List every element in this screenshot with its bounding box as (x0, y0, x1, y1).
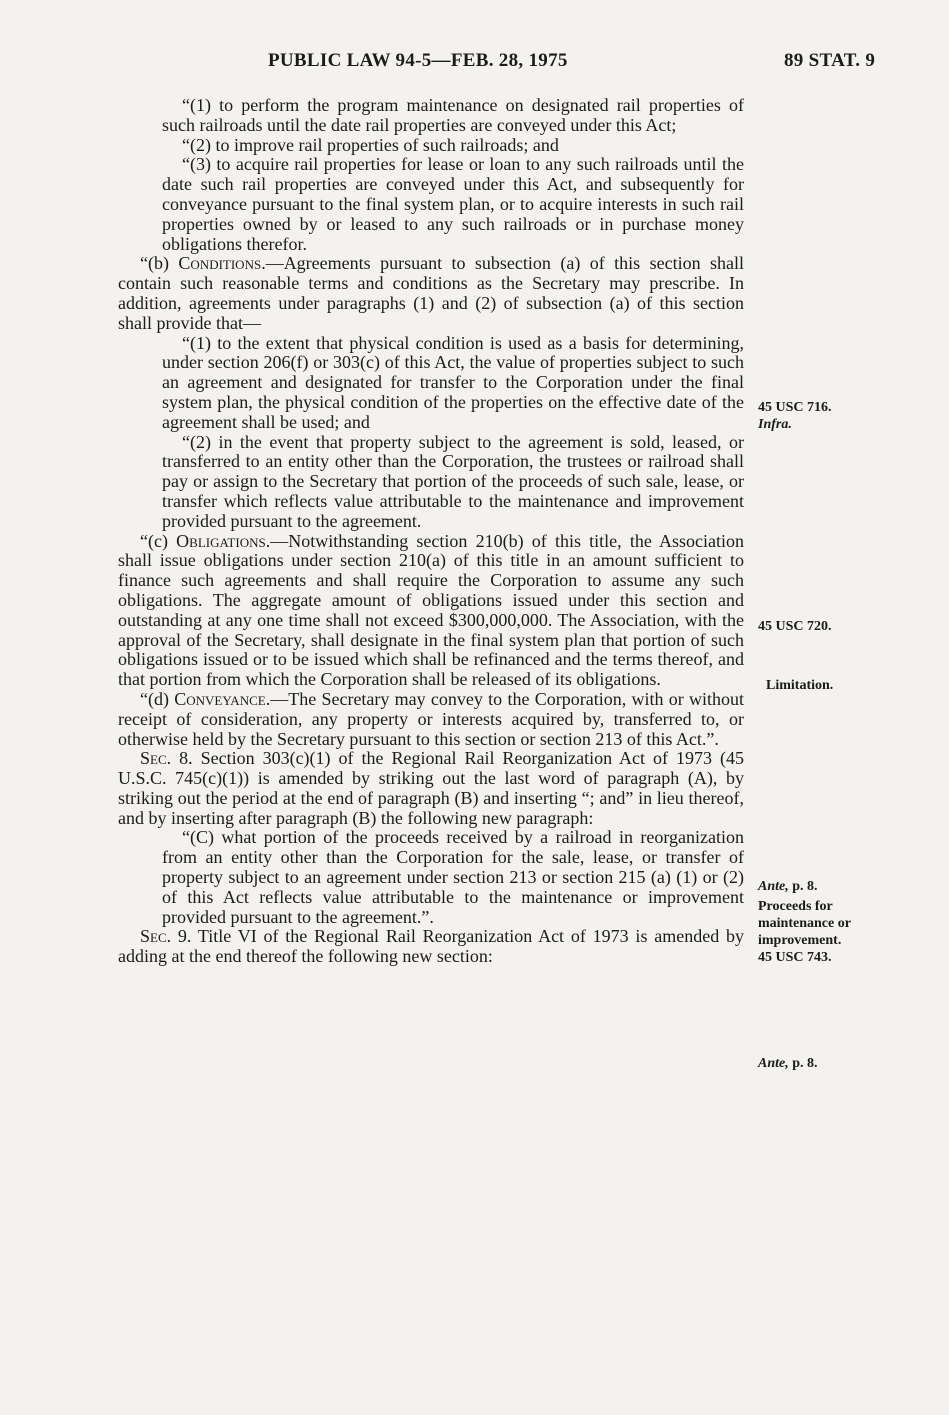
margin-note-text: 45 USC 743. (758, 950, 832, 965)
subsection-b-text: .—Agreements pursuant to subsection (a) of this section shall contain such reasonable terms and conditions as the Secretary may prescribe. In addition, agreements under paragraphs (1) and (2) of subsection (a) of this section shall provide that— (118, 253, 744, 333)
margin-note-limitation (766, 677, 833, 694)
paragraph-b1 (118, 334, 744, 433)
subsection-b (118, 254, 744, 333)
margin-note-text: Ante, (758, 1056, 789, 1071)
margin-note-text: Proceeds for (758, 899, 833, 914)
paragraph-c-new (118, 828, 744, 927)
body-text (118, 96, 744, 967)
margin-note-45-usc-716 (758, 399, 832, 433)
section-9-text: . 9. Title VI of the Regional Rail Reorganization Act of 1973 is amended by adding at the end thereof the following new section: (118, 926, 744, 967)
paragraph-1 (118, 96, 744, 136)
subsection-d-lead: “(d) (140, 688, 175, 709)
margin-note-45-usc-720 (758, 618, 832, 635)
paragraph-1-text: “(1) to perform the program maintenance on designated rail properties of such railroads until the date rail properties are conveyed under this Act; (162, 95, 744, 135)
paragraph-2-text: “(2) to improve rail properties of such railroads; and (182, 134, 559, 155)
paragraph-3-text: “(3) to acquire rail properties for lease or loan to any such railroads until the date such rail properties are conveyed under this Act, and subsequently for conveyance pursuant to the final system plan, or to acquire interests in such rail properties owned by or leased to any such railroads or in purchase money obligations therefor. (162, 154, 744, 254)
margin-note-text: 45 USC 720. (758, 619, 832, 634)
margin-note-text: Infra. (758, 417, 792, 432)
subsection-c-text: .—Notwithstanding section 210(b) of this title, the Association shall issue obligations under section 210(a) of this title in an amount sufficient to finance such agreements and shall require the Corporation to assume any such obligations. The aggregate amount of obligations issued under this section and outstanding at any one time shall not exceed $300,000,000. The Association, with the approval of the Secretary, shall designate in the final system plan that portion of such obligations issued or to be issued which shall be refinanced and the terms thereof, and that portion from which the Corporation shall be released of its obligations. (118, 530, 744, 690)
section-9 (118, 927, 744, 967)
subsection-d (118, 690, 744, 749)
margin-note-text: Ante, (758, 879, 789, 894)
subsection-d-text: .—The Secretary may convey to the Corporation, with or without receipt of consideration, any property or interests acquired by, transferred to, or otherwise held by the Secretary pursuant to this section or section 213 of this Act.”. (118, 688, 744, 749)
subsection-d-heading: Conveyance (174, 688, 266, 709)
subsection-c (118, 532, 744, 690)
subsection-c-lead: “(c) (140, 530, 177, 551)
subsection-b-lead: “(b) (140, 253, 179, 274)
section-8-heading: Sec (140, 748, 167, 769)
paragraph-2 (118, 136, 744, 156)
margin-note-ante-1 (758, 878, 818, 895)
section-9-heading: Sec (140, 926, 167, 947)
margin-note-text: p. 8. (788, 879, 818, 894)
paragraph-c-new-text: “(C) what portion of the proceeds received by a railroad in reorganization from an entity other than the Corporation for the sale, lease, or transfer of property subject to an agreement under section 213 or section 215 (a) (1) or (2) of this Act reflects value attributable to the maintenance or improvement provided pursuant to the agreement.”. (162, 827, 744, 927)
margin-note-proceeds (758, 898, 851, 966)
margin-note-text: p. 8. (788, 1056, 818, 1071)
section-8-text: . 8. Section 303(c)(1) of the Regional Rail Reorganization Act of 1973 (45 U.S.C. 745(c)(1)) is amended by striking out the last word of paragraph (A), by striking out the period at the end of paragraph (B) and inserting “; and” in lieu thereof, and by inserting after paragraph (B) the following new paragraph: (118, 748, 744, 828)
header-stat-citation: 89 STAT. 9 (784, 50, 876, 71)
subsection-c-heading: Obligations (176, 530, 266, 551)
margin-note-text: improvement. (758, 933, 842, 948)
page-header (0, 44, 949, 76)
margin-note-text: Limitation. (766, 678, 834, 693)
margin-note-text: maintenance or (758, 916, 851, 931)
header-title: PUBLIC LAW 94-5—FEB. 28, 1975 (268, 50, 568, 71)
margin-note-ante-2 (758, 1055, 818, 1072)
section-8 (118, 749, 744, 828)
paragraph-b2-text: “(2) in the event that property subject to the agreement is sold, leased, or transferred to an entity other than the Corporation, the trustees or railroad shall pay or assign to the Secretary that portion of the proceeds of such sale, lease, or transfer which reflects value attributable to the maintenance and improvement provided pursuant to the agreement. (162, 431, 744, 531)
margin-note-text: 45 USC 716. (758, 400, 832, 415)
paragraph-b2 (118, 433, 744, 532)
subsection-b-heading: Conditions (178, 253, 262, 274)
paragraph-3 (118, 155, 744, 254)
paragraph-b1-text: “(1) to the extent that physical condition is used as a basis for determining, under section 206(f) or 303(c) of this Act, the value of properties subject to such an agreement and designated for transfer to the Corporation under the final system plan, the physical condition of the properties on the effective date of the agreement shall be used; and (162, 332, 744, 432)
